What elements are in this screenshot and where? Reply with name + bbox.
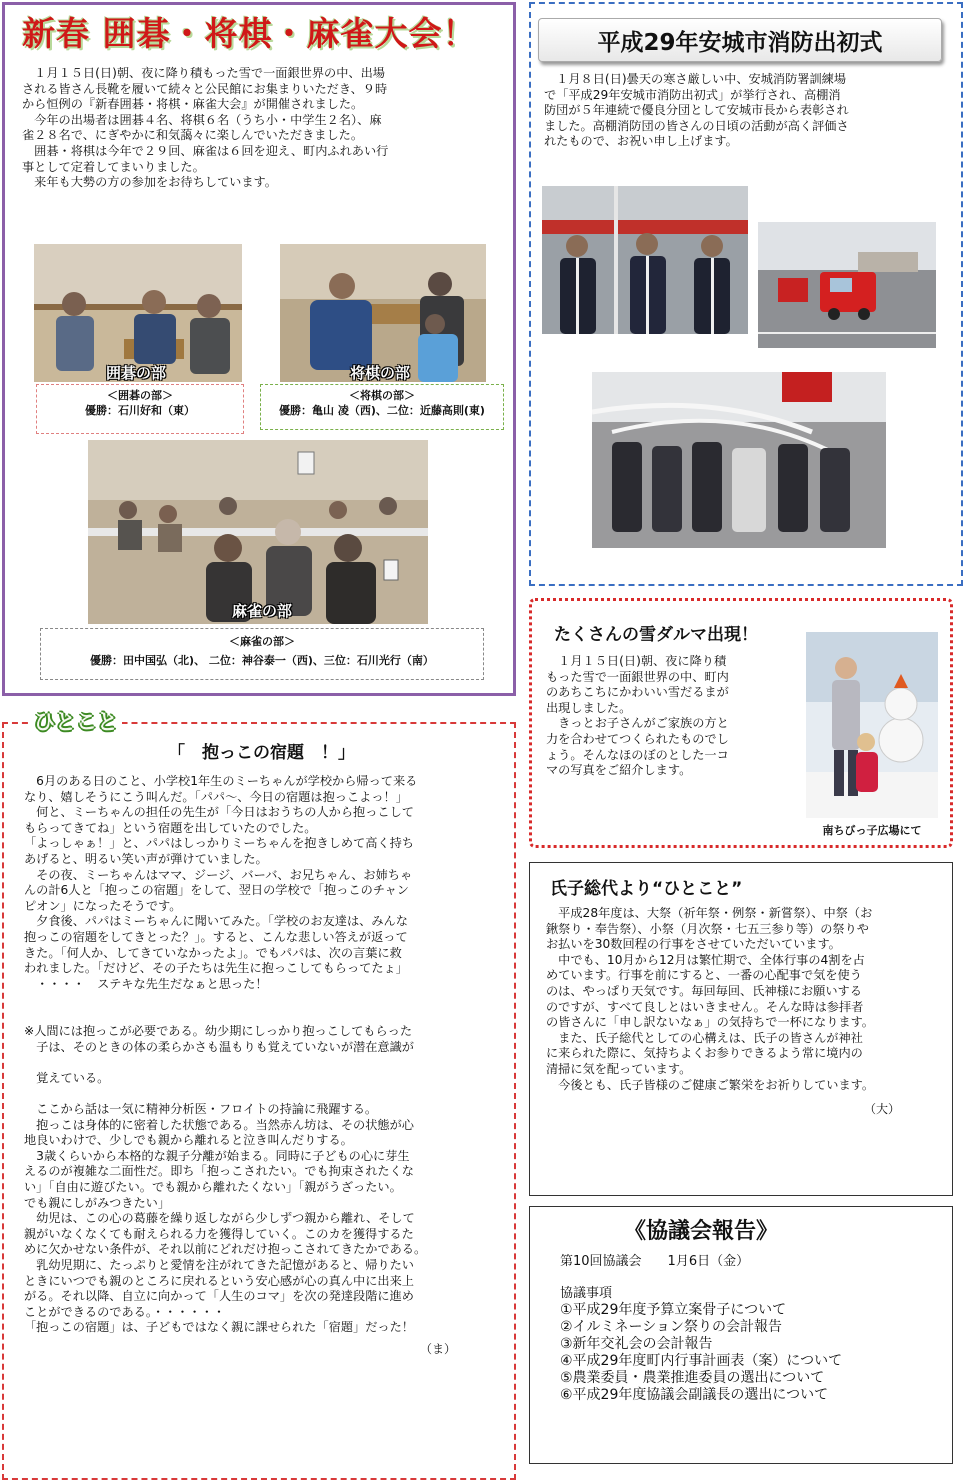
fire-hose-image xyxy=(592,372,886,548)
shogi-photo xyxy=(280,244,486,382)
hitokoto-body-essay: ※人間には抱っこが必要である。幼少期にしっかり抱っこしてもらった 子は、そのときの体の柔らかさも温もりも覚えていないが潜在意識が 覚えている。 ここから話は一気に精神分析医・フロイトの持論に飛躍する。 抱っこは身体的に密着した状態である。当然赤ん坊は、その状態が心 地良いわけで、少しでも親から離れると泣き叫んだりする。 3歳くらいから本格的な親子分離が始まる。同時に子どもの心に芽生 えるのが複雑な二面性だ。即ち「抱っこされたい。でも拘束されたくな い」「自由に遊びたい。でも親から離れたくない」「親がうざったい。 でも親にしがみつきたい」 幼児は、この心の葛藤を繰り返しながら少しずつ親から離れ、そして 親がいなくなくても耐えられる力を獲得していく。このカを獲得するた めに欠かせない条件が、それ以前にどれだけ抱っこされてきたかである。 乳幼児期に、たっぷりと愛情を注がれてきた記憶があると、帰りたい ときにいつでも親のところに戻れるという安心感が心の真ん中に出来上 がる。それ以降、自立に向かって「人生のコマ」を次の発達段階に進め ことができるのである。・・・・・・ 「抱っこの宿題」は、子どもではなく親に課せられた「宿題」だった！ xyxy=(24,1024,427,1335)
go-photo-label: 囲碁の部 xyxy=(106,364,167,382)
fire-trucks-image xyxy=(758,222,936,348)
agenda-item: ①平成29年度予算立案骨子について xyxy=(560,1302,787,1318)
council-meeting: 第10回協議会 1月6日（金） xyxy=(560,1254,750,1269)
fire-photo-hose xyxy=(592,372,886,548)
ujiko-sign: （大） xyxy=(864,1102,901,1116)
council-agenda-list xyxy=(560,1302,842,1404)
go-caption-title: ＜囲碁の部＞ xyxy=(107,389,173,402)
fire-photo-trucks xyxy=(758,222,936,348)
shogi-photo-label: 将棋の部 xyxy=(350,364,411,382)
hitokoto-sign: （ま） xyxy=(420,1342,457,1356)
shogi-caption-title: ＜将棋の部＞ xyxy=(349,389,415,402)
snow-photo xyxy=(806,632,938,818)
fire-title: 平成29年安城市消防出初式 xyxy=(597,30,883,56)
hitokoto-body-story: 6月のある日のこと、小学校1年生のミーちゃんが学校から帰って来る なり、嬉しそうにこう叫んだ。「パパ～、今日の宿題は抱っこよっ！」 何と、ミーちゃんの担任の先生が「今日はおうちの人から抱っこして もらってきてね」という宿題を出していたのでした。 「よっしゃぁ！」と、パパはしっかりミーちゃんを抱きしめて高く持ち あげると、明るい笑い声が弾けていました。 その夜、ミーちゃんはママ、ジージ、バーバ、お兄ちゃん、お姉ちゃ んの計6人と「抱っこの宿題」をして、翌日の学校で「抱っこのチャン ピオン」になったそうです。 夕食後、パパはミーちゃんに聞いてみた。「学校のお友達は、みんな 抱っこの宿題をしてきとった？」。すると、こんな悲しい答えが返って きた。「何人か、してきていなかったよ」。でもパパは、次の言葉に救 われました。「だけど、その子たちは先生に抱っこしてもらってたょ」 ・・・・ ステキな先生だなぁと思った！ xyxy=(24,774,418,991)
mahjong-caption-winners: 優勝：田中国弘（北)、 二位：神谷泰一（西)、三位：石川光行（南） xyxy=(90,654,434,667)
fire-photo-parade xyxy=(542,186,748,334)
mahjong-caption-title: ＜麻雀の部＞ xyxy=(229,635,295,648)
go-caption-winner: 優勝：石川好和（東） xyxy=(85,404,195,417)
agenda-item: ④平成29年度町内行事計画表（案）について xyxy=(560,1353,843,1369)
snowman-image xyxy=(806,632,938,818)
ujiko-body: 平成28年度は、大祭（祈年祭・例祭・新嘗祭）、中祭（お 鍬祭り・奉告祭）、小祭（月次祭・七五三参り等）の祭りや お払いを30数回程の行事をさせていただいています。 中でも、10月から12月は繁忙期で、全体行事の4割を占 めています。行事を前にすると、一番の心配事で気を使う のは、やっぱり天気です。毎回毎回、氏神様にお願いする のですが、すべて良しとはいきません。そんな時は参拝者 の皆さんに「申し訳ないなぁ」の気持ちで一杯になります。 また、氏子総代としての心構えは、氏子の皆さんが神社 に来られた際に、気持ちよくお参りできるよう常に境内の 清掃に気を配っています。 今後とも、氏子皆様のご健康ご繁栄をお祈りしています。 xyxy=(546,906,875,1092)
snow-body: １月１５日(日)朝、夜に降り積 もった雪で一面銀世界の中、町内 のあちこちにかわいい雪だるまが 出現しました。 きっとお子さんがご家族の方と 力を合わせてつくられたものでし ょう。そんなほのぼのとした一コ マの写真をご紹介します。 xyxy=(546,654,729,778)
council-agenda-label: 協議事項 xyxy=(560,1286,613,1301)
shinshun-body: １月１５日(日)朝、夜に降り積もった雪で一面銀世界の中、出場 される皆さん長靴を履いて続々と公民館にお集まりいただき、９時 から恒例の『新春囲碁・将棋・麻雀大会』が開催されました。 今年の出場者は囲碁４名、将棋６名（うち小・中学生２名）、麻 雀２８名で、にぎやかに和気藹々に楽しんでいただきました。 囲碁・将棋は今年で２９回、麻雀は６回を迎え、町内ふれあい行 事として定着してまいりました。 来年も大勢の方の参加をお待ちしています。 xyxy=(22,66,389,190)
fire-parade-image xyxy=(542,186,748,334)
mahjong-photo-image xyxy=(88,440,428,624)
shinshun-title: 新春 囲碁・将棋・麻雀大会！ xyxy=(22,14,477,53)
shogi-caption-winner: 優勝：亀山 凌（西)、二位：近藤高則(東) xyxy=(279,404,485,417)
mahjong-photo xyxy=(88,440,428,624)
ujiko-title: 氏子総代より“ひとこと” xyxy=(550,879,743,899)
agenda-item: ⑤農業委員・農業推進委員の選出について xyxy=(560,1370,825,1386)
mahjong-photo-label: 麻雀の部 xyxy=(232,602,293,620)
hitokoto-label: ひとこと xyxy=(30,706,122,736)
go-photo xyxy=(34,244,242,382)
council-title: 《協議会報告》 xyxy=(624,1219,779,1244)
agenda-item: ③新年交礼会の会計報告 xyxy=(560,1336,713,1352)
snow-caption: 南ちびっ子広場にて xyxy=(822,824,922,837)
agenda-item: ②イルミネーション祭りの会計報告 xyxy=(560,1319,782,1335)
hitokoto-title: 「 抱っこの宿題 ！」 xyxy=(168,743,355,763)
agenda-item: ⑥平成29年度協議会副議長の選出について xyxy=(560,1387,829,1403)
fire-body: １月８日(日)曇天の寒さ厳しい中、安城消防署訓練場 で「平成29年安城市消防出初式」が挙行され、高棚消 防団が５年連続で優良分団として安城市長から表彰され ました。高棚消防団の皆さんの日頃の活動が高く評価さ れたもので、お祝い申し上げます。 xyxy=(544,72,849,149)
snow-title: たくさんの雪ダルマ出現！ xyxy=(554,625,758,645)
